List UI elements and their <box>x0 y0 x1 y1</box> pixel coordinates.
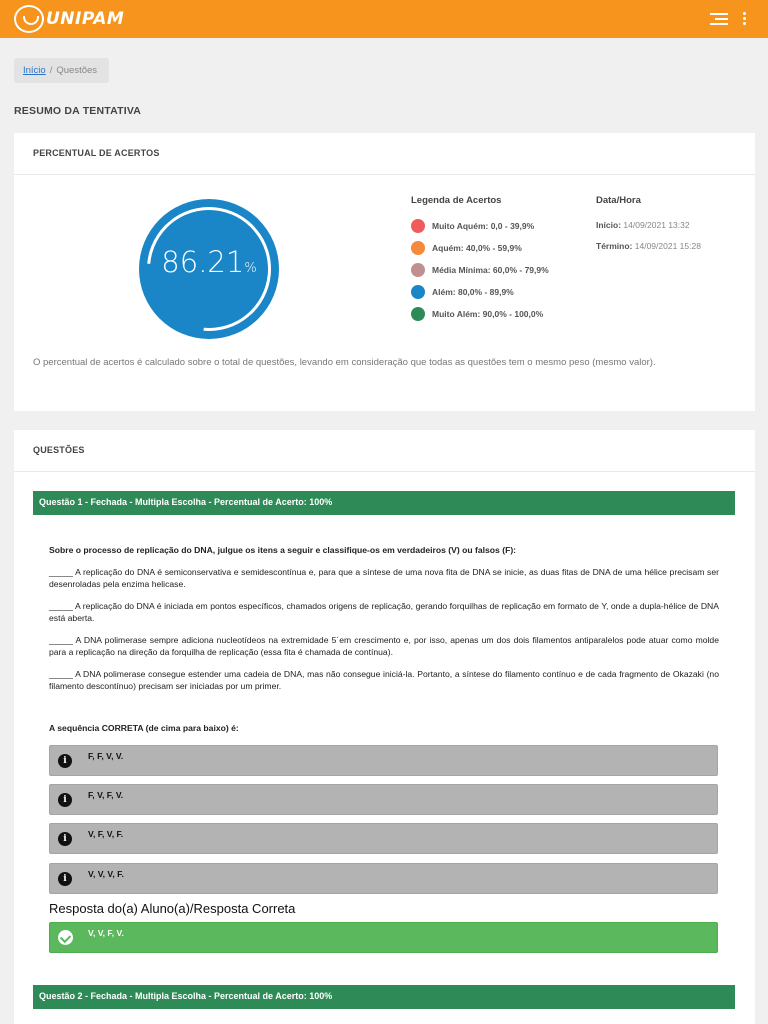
question-1-header[interactable]: Questão 1 - Fechada - Multipla Escolha - Percentual de Acerto: 100% <box>33 491 735 515</box>
legend-item <box>411 259 549 281</box>
more-vertical-icon[interactable] <box>740 12 748 27</box>
option-label: F, F, V, V. <box>88 751 124 761</box>
unipam-logo[interactable] <box>14 5 124 33</box>
question-item: _____ A replicação do DNA é semiconservativa e semidescontínua e, para que a síntese de uma nova fita de DNA se inicie, as duas fitas de DNA de uma hélice precisam ser desenroladas pela enzima helicase. <box>49 567 719 589</box>
option-4 <box>49 863 718 894</box>
legend-dot-alem <box>411 285 425 299</box>
answer-label: V, V, F, V. <box>88 928 124 938</box>
option-1 <box>49 745 718 776</box>
legend-label: Média Mínima: 60,0% - 79,9% <box>432 265 549 275</box>
start-time-row <box>596 220 701 241</box>
questions-card-title: QUESTÕES <box>14 430 755 472</box>
score-note: O percentual de acertos é calculado sobre o total de questões, levando em consideração que todas as questões tem o mesmo peso (mesmo valor). <box>33 357 656 368</box>
legend-item <box>411 237 549 259</box>
sequence-label: A sequência CORRETA (de cima para baixo) é: <box>49 723 239 733</box>
breadcrumb-current: Questões <box>56 65 98 76</box>
option-2 <box>49 784 718 815</box>
option-label: F, V, F, V. <box>88 790 124 800</box>
legend-item <box>411 303 549 325</box>
percent-symbol: % <box>244 261 257 276</box>
breadcrumb <box>14 58 109 83</box>
legend-label: Muito Além: 90,0% - 100,0% <box>432 309 544 319</box>
start-label: Início: <box>596 220 622 230</box>
correct-answer <box>49 922 718 953</box>
info-icon: i <box>58 832 72 846</box>
percent-gauge <box>139 199 279 339</box>
end-value: 14/09/2021 15:28 <box>634 241 701 251</box>
breadcrumb-home-link[interactable]: Início <box>23 65 46 76</box>
question-1-body <box>49 544 719 702</box>
legend-label: Aquém: 40,0% - 59,9% <box>432 243 522 253</box>
legend-dot-media-minima <box>411 263 425 277</box>
menu-icon[interactable] <box>710 13 728 26</box>
summary-card-title: PERCENTUAL DE ACERTOS <box>14 133 755 175</box>
check-circle-icon <box>58 930 73 945</box>
questions-card <box>14 430 755 1024</box>
logo-text: UNIPAM <box>46 9 125 29</box>
summary-card <box>14 133 755 411</box>
answer-title: Resposta do(a) Aluno(a)/Resposta Correta <box>49 901 296 916</box>
end-time-row <box>596 241 701 262</box>
legend-title: Legenda de Acertos <box>411 195 502 206</box>
question-item: _____ A DNA polimerase consegue estender uma cadeia de DNA, mas não consegue iniciá-la. Portanto, a síntese do filamento contínuo e de cada fragmento de Okazaki (no filamento descontínuo) precisam ser iniciadas por um primer. <box>49 669 719 691</box>
question-intro: Sobre o processo de replicação do DNA, julgue os itens a seguir e classifique-os em verdadeiros (V) ou falsos (F): <box>49 545 517 555</box>
percent-value-text <box>139 245 279 279</box>
datetime-title: Data/Hora <box>596 195 641 206</box>
legend-dot-aquem <box>411 241 425 255</box>
legend-dot-muito-alem <box>411 307 425 321</box>
legend-dot-muito-aquem <box>411 219 425 233</box>
legend-label: Além: 80,0% - 89,9% <box>432 287 514 297</box>
info-icon: i <box>58 793 72 807</box>
logo-mark-icon <box>14 5 44 33</box>
option-label: V, F, V, F. <box>88 829 124 839</box>
legend-item <box>411 281 549 303</box>
score-legend <box>411 195 549 325</box>
option-3 <box>49 823 718 854</box>
info-icon: i <box>58 754 72 768</box>
legend-item <box>411 215 549 237</box>
page-title: RESUMO DA TENTATIVA <box>14 105 142 117</box>
question-item: _____ A DNA polimerase sempre adiciona nucleotídeos na extremidade 5´em crescimento e, por isso, apenas um dos dois filamentos antiparalelos pode atuar como molde para a replicação na direção da forquilha de replicação (essa fita é chamada de contínua). <box>49 635 719 657</box>
attempt-datetime <box>596 195 701 262</box>
breadcrumb-separator: / <box>49 65 53 76</box>
info-icon: i <box>58 872 72 886</box>
question-2-header[interactable]: Questão 2 - Fechada - Multipla Escolha - Percentual de Acerto: 100% <box>33 985 735 1009</box>
end-label: Término: <box>596 241 633 251</box>
legend-label: Muito Aquém: 0,0 - 39,9% <box>432 221 535 231</box>
start-value: 14/09/2021 13:32 <box>623 220 690 230</box>
question-item: _____ A replicação do DNA é iniciada em pontos específicos, chamados origens de replicação, gerando forquilhas de replicação em formato de Y, onde a dupla-hélice de DNA está aberta. <box>49 601 719 623</box>
percent-value: 86.21 <box>161 245 245 279</box>
option-label: V, V, V, F. <box>88 869 124 879</box>
top-bar <box>0 0 768 38</box>
